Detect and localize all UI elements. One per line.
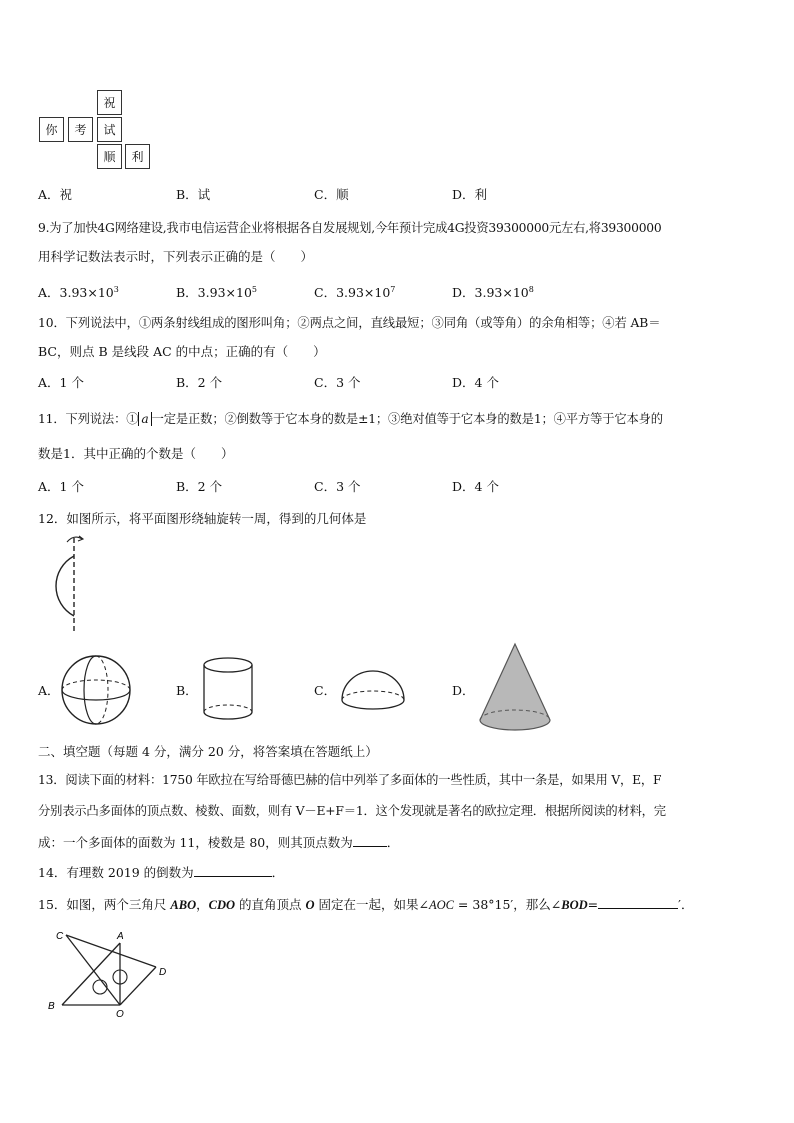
label-point-o: O — [116, 1009, 124, 1020]
answer-blank[interactable] — [598, 896, 678, 909]
label-point-a: A — [117, 931, 124, 942]
cone-figure — [475, 640, 555, 736]
q13-stem-line3: 成：一个多面体的面数为 11，棱数是 80，则其顶点数为 ． — [38, 835, 400, 850]
triangle-rulers-figure — [40, 925, 180, 1020]
q11-option-d: D．4 个 — [452, 479, 499, 494]
q9-stem-line2: 用科学记数法表示时，下列表示正确的是（ ） — [38, 249, 314, 264]
q14-stem: 14．有理数 2019 的倒数为 ． — [38, 865, 285, 880]
q12-option-d-label: D． — [452, 683, 475, 698]
q9-option-d: D．$3.93\times 10^8$ — [452, 285, 534, 301]
label-point-d: D — [159, 967, 167, 978]
q9-option-a: A．$3.93\times 10^3$ — [38, 285, 119, 301]
label-point-b: B — [48, 1001, 55, 1012]
q10-option-a: A．1 个 — [38, 375, 84, 390]
net-cell-li: 利 — [125, 144, 150, 169]
q10-stem-line1: 10．下列说法中，①两条射线组成的图形叫角；②两点之间，直线最短；③同角（或等角）的余角相等；④若 AB＝ — [38, 316, 661, 330]
label-point-c: C — [56, 931, 64, 942]
net-cell-shi: 试 — [97, 117, 122, 142]
q10-stem-line2: BC，则点 B 是线段 AC 的中点；正确的有（ ） — [38, 344, 326, 359]
q11-option-c: C．3 个 — [314, 479, 361, 494]
sphere-figure — [58, 652, 138, 732]
q8-option-c: C．顺 — [314, 187, 349, 202]
q9-stem-line1: 9.为了加快4G网络建设,我市电信运营企业将根据各自发展规划,今年预计完成4G投资39300000元左右,将39300000 — [38, 221, 662, 235]
q8-option-d: D．利 — [452, 187, 488, 202]
q10-option-b: B．2 个 — [176, 375, 223, 390]
net-cell-zhu: 祝 — [97, 90, 122, 115]
net-cell-kao: 考 — [68, 117, 93, 142]
q8-option-a: A．祝 — [38, 187, 73, 202]
q11-stem-line1: 11．下列说法：① a 一定是正数；②倒数等于它本身的数是±1；③绝对值等于它本身的数是1；④平方等于它本身的 — [38, 412, 663, 426]
semicircle-rotation-figure — [30, 530, 100, 640]
q15-stem: 15．如图，两个三角尺 ABO，CDO 的直角顶点 O 固定在一起，如果∠AOC = 38°15′，那么∠BOD= ′． — [38, 897, 694, 912]
q9-option-b: B．$3.93\times 10^5$ — [176, 285, 257, 301]
q12-stem: 12．如图所示，将平面图形绕轴旋转一周，得到的几何体是 — [38, 511, 367, 526]
net-cell-ni: 你 — [39, 117, 64, 142]
q13-stem-line2: 分别表示凸多面体的顶点数、棱数、面数，则有 V－E+F＝1．这个发现就是著名的欧拉定理．根据所阅读的材料，完 — [38, 804, 666, 818]
net-cell-shun: 顺 — [97, 144, 122, 169]
q11-option-a: A．1 个 — [38, 479, 84, 494]
q9-option-c: C．$3.93\times 10^7$ — [314, 285, 396, 301]
answer-blank[interactable] — [194, 864, 272, 877]
q12-option-c-label: C． — [314, 683, 337, 698]
abs-value-expression: a — [138, 412, 151, 426]
cylinder-figure — [200, 656, 260, 724]
q8-option-b: B．试 — [176, 187, 211, 202]
q10-option-c: C．3 个 — [314, 375, 361, 390]
q12-option-a-label: A． — [38, 683, 60, 698]
q11-stem-line2: 数是1．其中正确的个数是（ ） — [38, 446, 234, 461]
section-fill-in-heading: 二、填空题（每题 4 分，满分 20 分，将答案填在答题纸上） — [38, 744, 378, 759]
answer-blank[interactable] — [353, 834, 387, 847]
q13-stem-line1: 13．阅读下面的材料：1750 年欧拉在写给哥德巴赫的信中列举了多面体的一些性质，其中一条是，如果用 V，E，F — [38, 773, 662, 787]
q10-option-d: D．4 个 — [452, 375, 499, 390]
hemisphere-figure — [338, 668, 408, 716]
q11-option-b: B．2 个 — [176, 479, 223, 494]
q12-option-b-label: B． — [176, 683, 198, 698]
